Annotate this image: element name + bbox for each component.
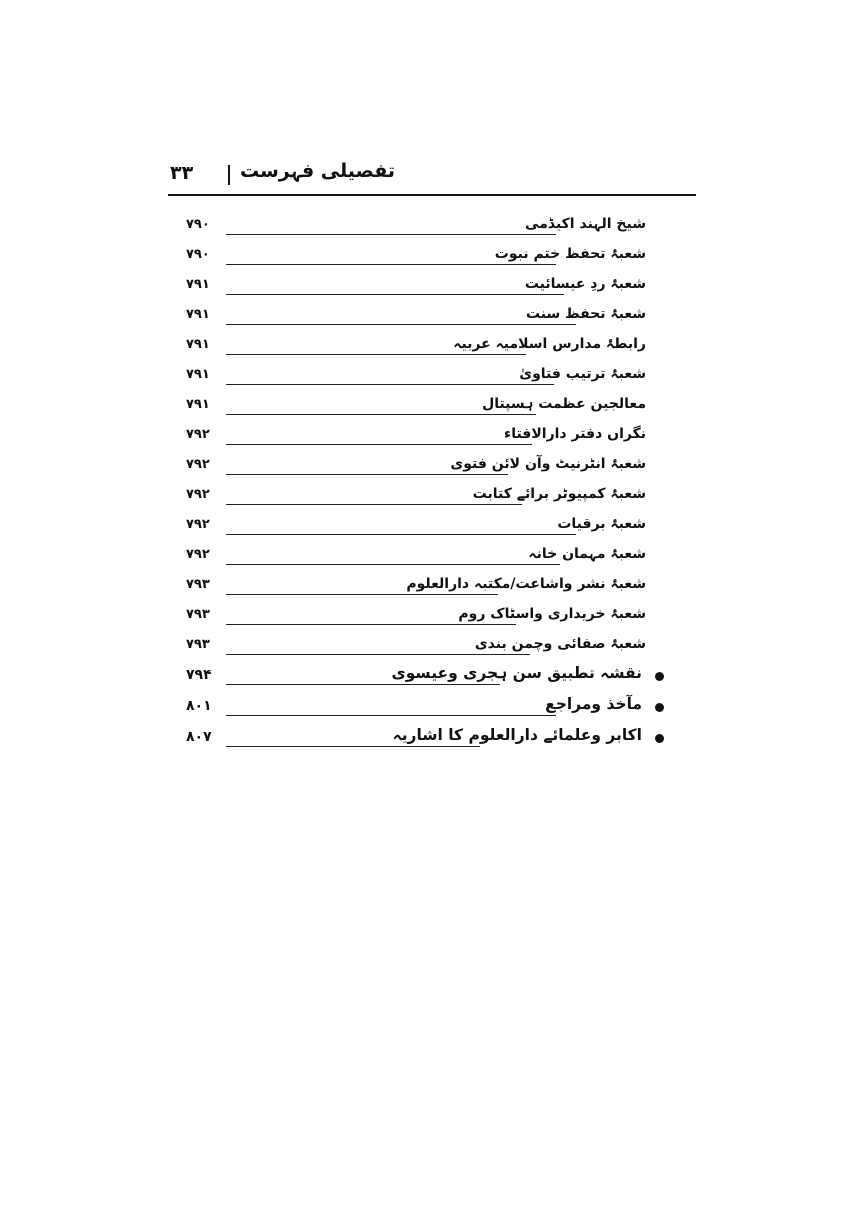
toc-leader-line (226, 746, 480, 747)
toc-leader-line (226, 474, 508, 475)
page-header (168, 158, 696, 196)
toc-entry-label: شعبۂ صفائی وچمن بندی (474, 636, 646, 652)
toc-entry-label: نقشہ تطبیق سن ہجری وعیسوی (391, 664, 642, 682)
toc-page-number: ۷۹۲ (186, 487, 210, 502)
header-separator (228, 165, 230, 185)
toc-entry[interactable] (186, 394, 646, 424)
toc-leader-line (226, 534, 576, 535)
toc-entry-label: شعبۂ تحفظ ختم نبوت (494, 246, 646, 262)
toc-page-number: ۷۹۱ (186, 307, 210, 322)
toc-entry-label: شعبۂ کمپیوٹر برائے کتابت (472, 486, 646, 502)
toc-leader-line (226, 384, 554, 385)
toc-entry-label: شعبۂ خریداری واسٹاک روم (458, 606, 646, 622)
toc-entry[interactable] (186, 244, 646, 274)
toc-page-number: ۸۰۷ (186, 729, 212, 745)
toc-leader-line (226, 294, 564, 295)
toc-leader-line (226, 564, 560, 565)
toc-page-number: ۷۹۱ (186, 397, 210, 412)
toc-leader-line (226, 715, 556, 716)
bullet-icon (655, 672, 664, 681)
toc-entry-label: شعبۂ مہمان خانہ (528, 546, 646, 562)
toc-page-number: ۷۹۰ (186, 217, 210, 232)
toc-entry-label: اکابر وعلمائے دارالعلوم کا اشاریہ (392, 726, 642, 744)
toc-entry-label: شعبۂ تحفظ سنت (525, 306, 646, 322)
toc-entry-label: شعبۂ برقیات (557, 516, 646, 532)
toc-entry[interactable] (186, 274, 646, 304)
toc-entry[interactable] (186, 364, 646, 394)
toc-entry-label: شعبۂ انٹرنیٹ وآن لائن فتوی (450, 456, 646, 472)
toc-entry-label: شیخ الہند اکیڈمی (525, 216, 646, 232)
toc-leader-line (226, 234, 556, 235)
toc-entry-label: رابطۂ مدارس اسلامیہ عربیہ (453, 336, 646, 352)
toc-page-number: ۷۹۲ (186, 517, 210, 532)
toc-page-number: ۷۹۲ (186, 427, 210, 442)
toc-page-number: ۷۹۱ (186, 367, 210, 382)
toc-entry[interactable] (186, 634, 646, 664)
toc-major-entry[interactable] (186, 664, 646, 695)
header-rule (168, 194, 696, 196)
toc-page-number: ۷۹۳ (186, 607, 210, 622)
toc-entry-label: شعبۂ ترتیب فتاویٰ (519, 366, 646, 382)
toc-leader-line (226, 264, 556, 265)
bullet-icon (655, 734, 664, 743)
toc-leader-line (226, 414, 536, 415)
toc-entry[interactable] (186, 604, 646, 634)
toc-leader-line (226, 354, 526, 355)
toc-page-number: ۸۰۱ (186, 698, 212, 714)
toc-leader-line (226, 504, 522, 505)
toc-leader-line (226, 444, 532, 445)
toc-major-entry[interactable] (186, 726, 646, 757)
bullet-icon (655, 703, 664, 712)
toc-entry[interactable] (186, 424, 646, 454)
toc-entry[interactable] (186, 574, 646, 604)
toc-leader-line (226, 594, 498, 595)
toc-entry-label: معالجین عظمت ہسپتال (482, 396, 646, 412)
toc-entry[interactable] (186, 304, 646, 334)
toc-page-number: ۷۹۲ (186, 547, 210, 562)
toc-page-number: ۷۹۱ (186, 277, 210, 292)
page-number: ۳۳ (170, 162, 194, 184)
table-of-contents (186, 214, 646, 757)
toc-entry-label: مآخذ ومراجع (545, 695, 642, 713)
toc-page-number: ۷۹۳ (186, 637, 210, 652)
toc-page-number: ۷۹۲ (186, 457, 210, 472)
toc-entry-label: شعبۂ نشر واشاعت/مکتبہ دارالعلوم (406, 576, 646, 592)
toc-entry[interactable] (186, 484, 646, 514)
toc-entry[interactable] (186, 454, 646, 484)
toc-entry[interactable] (186, 214, 646, 244)
toc-entry[interactable] (186, 334, 646, 364)
toc-page-number: ۷۹۱ (186, 337, 210, 352)
toc-leader-line (226, 324, 576, 325)
toc-leader-line (226, 624, 516, 625)
toc-major-entry[interactable] (186, 695, 646, 726)
toc-entry[interactable] (186, 544, 646, 574)
toc-leader-line (226, 684, 500, 685)
toc-page-number: ۷۹۰ (186, 247, 210, 262)
toc-entry-label: نگراں دفتر دارالافتاء (504, 426, 646, 442)
toc-entry-label: شعبۂ ردِ عیسائیت (524, 276, 646, 292)
toc-entry[interactable] (186, 514, 646, 544)
page-title: تفصیلی فہرست (240, 160, 396, 182)
toc-leader-line (226, 654, 530, 655)
toc-page-number: ۷۹۳ (186, 577, 210, 592)
toc-page-number: ۷۹۴ (186, 667, 212, 683)
